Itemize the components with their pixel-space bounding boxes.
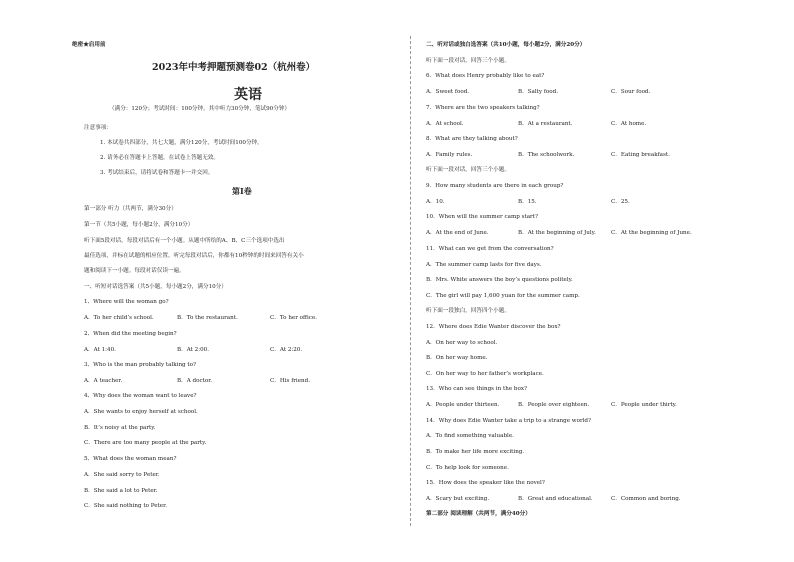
right-column <box>412 0 794 562</box>
option-c: C．People under thirty. <box>611 402 677 408</box>
part3-heading: 第二部分 阅读理解（共两节，满分40分） <box>426 511 531 517</box>
option-a: A．She wants to enjoy herself at school. <box>84 409 198 415</box>
option-b: B．At the beginning of July. <box>518 230 596 236</box>
option-c: C．His friend. <box>270 378 310 384</box>
option-b: B．To the restaurant. <box>177 315 238 321</box>
option-b: B．15. <box>518 199 537 205</box>
option-a: A．Family rules. <box>426 152 473 158</box>
question: 6．What does Henry probably like to eat? <box>426 73 545 79</box>
question: 11．What can we get from the conversation? <box>426 246 554 252</box>
question: 9．How many students are there in each group? <box>426 183 564 189</box>
option-a: A．At the end of June. <box>426 230 489 236</box>
option-c: C．To help look for someone. <box>426 465 509 471</box>
note-item: 3. 考试结束后，请将试卷和答题卡一并交回。 <box>100 170 214 176</box>
option-c: C．She said nothing to Peter. <box>84 503 167 509</box>
notes-heading: 注意事项： <box>84 125 112 131</box>
part1-heading: 第一部分 听力（共两节，满分30分） <box>84 206 177 212</box>
note-item: 1. 本试卷共四部分，共七大题，满分120分，考试时间100分钟。 <box>100 140 263 146</box>
option-c: C．25. <box>611 199 630 205</box>
option-a: A．She said sorry to Peter. <box>84 472 160 478</box>
question: 5、What does the woman mean? <box>84 456 177 462</box>
option-a: A．People under thirteen. <box>426 402 500 408</box>
question: 7．Where are the two speakers talking? <box>426 105 540 111</box>
option-a: A．At school. <box>426 121 464 127</box>
option-b: B．Salty food. <box>518 89 559 95</box>
section1-heading: 第一节（共5小题，每小题2分，满分10分） <box>84 222 194 228</box>
option-b: B．The schoolwork. <box>518 152 575 158</box>
option-a: A．On her way to school. <box>426 340 498 346</box>
subject-title: 英语 <box>234 87 262 103</box>
note-item: 2. 请务必在答题卡上答题，在试卷上答题无效。 <box>100 155 219 161</box>
option-b: B．Mrs. White answers the boy’s questions politely. <box>426 277 573 283</box>
instruction-line: 题和阅读下一小题。每段对话仅读一遍。 <box>84 268 185 274</box>
option-c: C．At the beginning of June. <box>611 230 692 236</box>
option-c: C．Sour food. <box>611 89 651 95</box>
listen-instruction: 听下面一段独白，回答四个小题。 <box>426 308 510 314</box>
option-b: B．It’s noisy at the party. <box>84 425 156 431</box>
option-b: B．She said a lot to Peter. <box>84 488 158 494</box>
exam-meta: （满分：120分；考试时间：100分钟。其中听力30分钟，笔试90分钟） <box>109 106 291 112</box>
option-b: B．At a restaurant. <box>518 121 573 127</box>
option-b: B．People over eighteen. <box>518 402 590 408</box>
option-a: A．The summer camp lasts for five days. <box>426 262 542 268</box>
question: 13．Who can see things in the box? <box>426 386 528 392</box>
option-c: C．There are too many people at the party. <box>84 440 207 446</box>
section-subheading: 一、听短对话选答案（共5小题，每小题2分，满分10分） <box>84 284 227 290</box>
option-a: A．To her child’s school. <box>84 315 154 321</box>
listen-instruction: 听下面一段对话，回答三个小题。 <box>426 167 510 173</box>
secret-label: 绝密★启用前 <box>72 42 106 48</box>
option-a: A．A teacher. <box>84 378 123 384</box>
question: 8．What are they talking about? <box>426 136 518 142</box>
option-a: A．At 1:40. <box>84 347 116 353</box>
option-b: B．On her way home. <box>426 355 488 361</box>
option-c: C．Common and boring. <box>611 496 681 502</box>
option-a: A．To find something valuable. <box>426 433 514 439</box>
option-c: C．Eating breakfast. <box>611 152 670 158</box>
listen-instruction: 听下面一段对话，回答三个小题。 <box>426 58 510 64</box>
question: 15．How does the speaker like the novel? <box>426 480 545 486</box>
option-c: C．On her way to her father’s workplace. <box>426 371 544 377</box>
question: 10．When will the summer camp start? <box>426 214 538 220</box>
option-a: A．Scary but exciting. <box>426 496 490 502</box>
question: 4、Why does the woman want to leave? <box>84 393 197 399</box>
volume-title: 第Ⅰ卷 <box>232 186 252 196</box>
question: 2、When did the meeting begin? <box>84 331 177 337</box>
question: 3、Who is the man probably talking to? <box>84 362 197 368</box>
option-a: A．10. <box>426 199 445 205</box>
option-c: C．The girl will pay 1,600 yuan for the summer camp. <box>426 293 580 299</box>
part2-heading: 二、听对话或独白选答案（共10小题，每小题2分，满分20分） <box>426 42 586 48</box>
option-c: C．To her office. <box>270 315 318 321</box>
option-a: A．Sweet food. <box>426 89 470 95</box>
option-b: B．To make her life more exciting. <box>426 449 525 455</box>
option-b: B．Great and educational. <box>518 496 593 502</box>
option-b: B．A doctor. <box>177 378 213 384</box>
instruction-line: 最佳选项，并标在试题的相应位置。听完每段对话后，你都有10秒钟的时间来回答有关小 <box>84 253 304 259</box>
exam-title: 2023年中考押题预测卷02（杭州卷） <box>152 62 316 73</box>
instruction-line: 听下面5段对话，每段对话后有一个小题。从题中所给的A、B、C三个选项中选出 <box>84 238 285 244</box>
option-c: C．At 2:20. <box>270 347 303 353</box>
question: 12．Where does Edie Wanter discover the box? <box>426 324 561 330</box>
option-b: B．At 2:00. <box>177 347 210 353</box>
option-c: C．At home. <box>611 121 647 127</box>
question: 14．Why does Edie Wanter take a trip to a strange world? <box>426 418 592 424</box>
question: 1、Where will the woman go? <box>84 299 169 305</box>
